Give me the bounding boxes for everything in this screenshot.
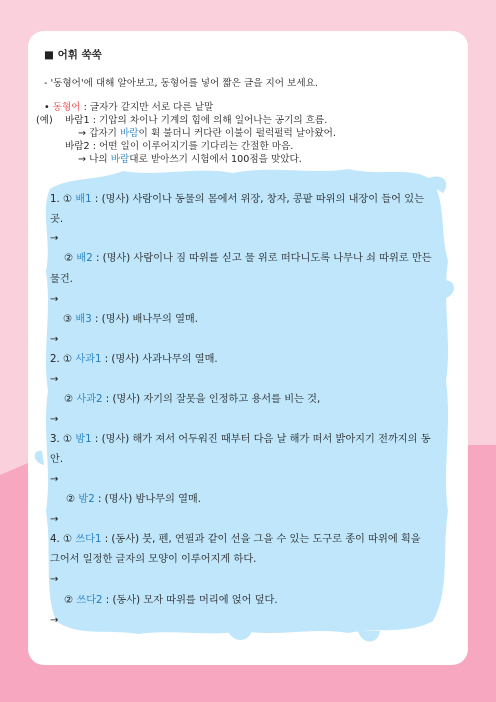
entry-word: 쓰다2	[76, 595, 103, 606]
answer-arrow: →	[50, 474, 59, 485]
entry-line-continued: 그어서 일정한 글자의 모양이 이루어지게 하다.	[50, 554, 257, 565]
entry-line: 3. ① 밤1 : (명사) 해가 져서 어두워진 때부터 다음 날 해가 떠서 밝아지기 전까지의 동	[50, 434, 431, 445]
example-line-4: → 나의 바람대로 받아쓰기 시험에서 100점을 맞았다.	[78, 154, 302, 165]
answer-arrow: →	[50, 414, 59, 425]
answer-arrow: →	[50, 334, 59, 345]
example-line-1: 바람1 : 기압의 차이나 기계의 힘에 의해 일어나는 공기의 흐름.	[65, 115, 328, 126]
entry-line: ② 사과2 : (명사) 자기의 잘못을 인정하고 용서를 비는 것,	[64, 394, 321, 405]
definition-line	[44, 101, 213, 114]
worksheet-title: ■ 어휘 쑥쑥	[44, 49, 102, 61]
entry-line: 2. ① 사과1 : (명사) 사과나무의 열매.	[50, 354, 218, 365]
entry-line: 4. ① 쓰다1 : (동사) 붓, 펜, 연필과 같이 선을 그을 수 있는 도구로 종이 따위에 획을	[50, 534, 421, 545]
entry-word: 쓰다1	[75, 534, 102, 545]
entry-line: ② 배2 : (명사) 사람이나 짐 따위를 싣고 물 위로 떠다니도록 나무나 쇠 따위로 만든	[64, 253, 432, 264]
entry-line-continued: 물건.	[50, 274, 73, 285]
answer-arrow: →	[50, 615, 59, 626]
term-homograph: 동형어	[52, 102, 81, 113]
entry-word: 사과2	[76, 394, 103, 405]
example-word: 바람	[119, 128, 139, 139]
entry-line-continued: 안.	[50, 454, 64, 465]
answer-arrow: →	[50, 294, 59, 305]
entry-line: 1. ① 배1 : (명사) 사람이나 동물의 몸에서 위장, 창자, 콩팥 따위의 내장이 들어 있는	[50, 194, 424, 205]
example-label: (예)	[36, 115, 53, 126]
answer-arrow: →	[50, 233, 59, 244]
bullet-mark: •	[44, 102, 50, 113]
entry-word: 배2	[76, 253, 93, 264]
entry-line: ② 쓰다2 : (동사) 모자 따위를 머리에 얹어 덮다.	[64, 595, 278, 606]
example-word: 바람	[110, 154, 130, 165]
worksheet-card	[28, 31, 468, 665]
answer-arrow: →	[50, 514, 59, 525]
entry-word: 배3	[75, 314, 92, 325]
example-line-3: 바람2 : 어떤 일이 이루어지기를 기다리는 간절한 마음.	[65, 141, 294, 152]
instruction-text: - '동형어'에 대해 알아보고, 동형어를 넣어 짧은 글을 지어 보세요.	[44, 78, 318, 89]
entry-line-continued: 곳.	[50, 214, 64, 225]
answer-arrow: →	[50, 374, 59, 385]
entry-line: ② 밤2 : (명사) 밤나무의 열매.	[66, 494, 202, 505]
example-line-2: → 갑자기 바람이 휙 불더니 커다란 이불이 펄럭펄럭 날아왔어.	[78, 128, 336, 139]
entry-word: 밤1	[75, 434, 92, 445]
entry-word: 사과1	[75, 354, 102, 365]
term-description: : 글자가 같지만 서로 다른 낱말	[80, 102, 214, 113]
entry-word: 배1	[75, 194, 92, 205]
answer-arrow: →	[50, 574, 59, 585]
entry-word: 밤2	[78, 494, 95, 505]
entry-line: ③ 배3 : (명사) 배나무의 열매.	[63, 314, 199, 325]
